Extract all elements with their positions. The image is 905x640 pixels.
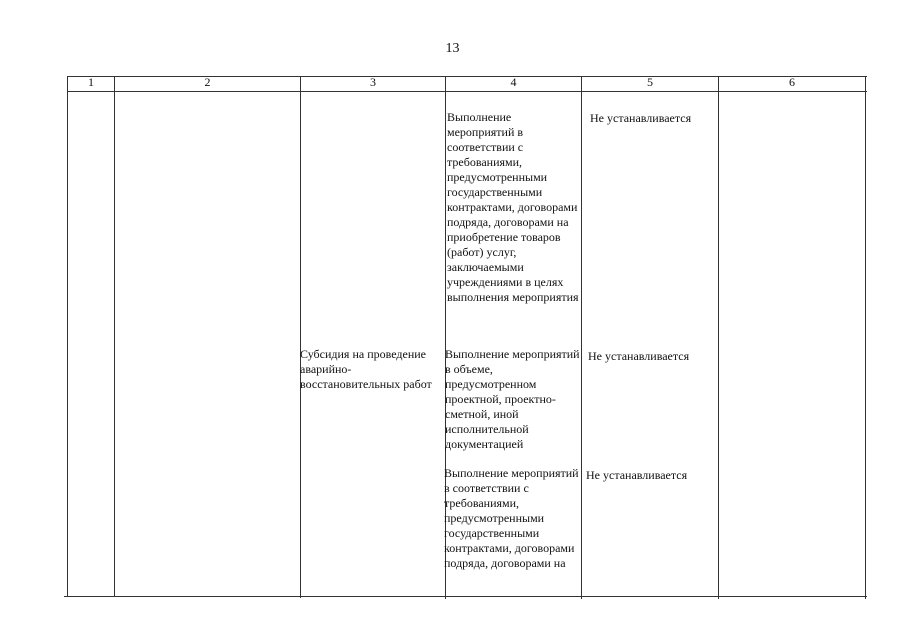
column-number-3: 3 xyxy=(370,75,376,89)
row1-criteria-cell: Выполнение мероприятий в соответствии с требованиями, предусмотренными государственными контрактами, договорами подряда, договорами на приобретение товаров (работ) услуг, заключаемыми учреждениями в целях выполнения мероприятия xyxy=(447,110,579,304)
row3-value-cell: Не устанавливается xyxy=(586,468,688,482)
col-border-4-5 xyxy=(581,76,582,599)
col-border-1-2 xyxy=(114,76,115,596)
column-number-2: 2 xyxy=(204,75,211,89)
row3-criteria-cell: Выполнение мероприятий в соответствии с требованиями, предусмотренными государственными контрактами, договорами подряда, договорами на xyxy=(444,466,579,570)
page-number: 13 xyxy=(445,41,460,56)
col-border-right xyxy=(865,76,866,599)
row2-value-cell: Не устанавливается xyxy=(588,349,690,363)
col-border-5-6 xyxy=(718,76,719,599)
document-table xyxy=(64,74,867,599)
col-border-2-3 xyxy=(300,76,301,598)
column-number-1: 1 xyxy=(88,75,94,89)
column-number-4: 4 xyxy=(510,75,517,89)
row2-criteria-cell: Выполнение мероприятий в объеме, предусмотренном проектной, проектно-сметной, иной исполнительной документацией xyxy=(445,347,580,451)
row1-value-cell: Не устанавливается xyxy=(590,111,692,125)
column-number-5: 5 xyxy=(647,75,653,89)
header-bottom-border xyxy=(67,91,867,92)
row2-subsidy-name-cell: Субсидия на проведение аварийно-восстановительных работ xyxy=(300,347,432,391)
table-bottom-border xyxy=(64,596,867,597)
col-border-left xyxy=(67,76,68,596)
column-number-6: 6 xyxy=(789,75,795,89)
